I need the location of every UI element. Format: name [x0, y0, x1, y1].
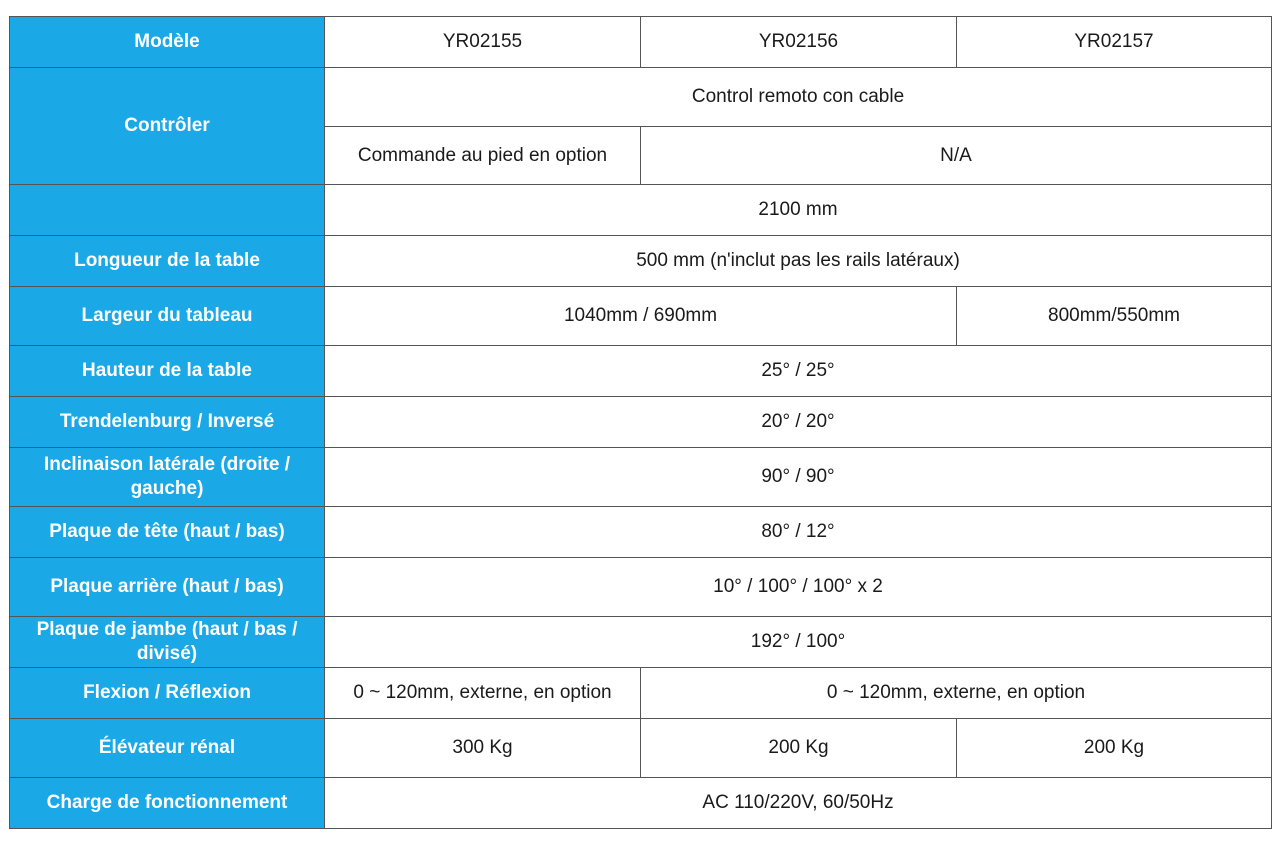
table-row-leg-plate [10, 617, 1272, 668]
table-row-operating-load [10, 778, 1272, 829]
table-row-flexion [10, 668, 1272, 719]
kidney-cell-2: 200 Kg [641, 719, 957, 778]
row-label-back-plate: Plaque arrière (haut / bas) [10, 558, 325, 617]
row-label-table-width: Largeur du tableau [10, 287, 325, 346]
table-row-kidney-elevator [10, 719, 1272, 778]
kidney-cell-3: 200 Kg [957, 719, 1272, 778]
operating-load-cell: AC 110/220V, 60/50Hz [325, 778, 1272, 829]
row-label-flexion: Flexion / Réflexion [10, 668, 325, 719]
row-label-head-plate: Plaque de tête (haut / bas) [10, 507, 325, 558]
table-row-head-plate [10, 507, 1272, 558]
table-row-trendelenburg [10, 397, 1272, 448]
row-label-trendelenburg: Trendelenburg / Inversé [10, 397, 325, 448]
table-row-controller [10, 68, 1272, 127]
table-height-cell: 25° / 25° [325, 346, 1272, 397]
flexion-cell-a: 0 ~ 120mm, externe, en option [325, 668, 641, 719]
leg-plate-cell: 192° / 100° [325, 617, 1272, 668]
kidney-cell-1: 300 Kg [325, 719, 641, 778]
model-cell-2: YR02156 [641, 17, 957, 68]
table-row-table-width [10, 287, 1272, 346]
lateral-tilt-cell: 90° / 90° [325, 448, 1272, 507]
table-length-cell: 500 mm (n'inclut pas les rails latéraux) [325, 236, 1272, 287]
back-plate-cell: 10° / 100° / 100° x 2 [325, 558, 1272, 617]
row-label-kidney-elevator: Élévateur rénal [10, 719, 325, 778]
controller-foot-option-cell: Commande au pied en option [325, 127, 641, 185]
row-label-table-length: Longueur de la table [10, 236, 325, 287]
table-row-table-length [10, 236, 1272, 287]
spec-table-container [9, 16, 1272, 829]
row-label-empty [10, 185, 325, 236]
table-row-length-2100 [10, 185, 1272, 236]
row-label-model: Modèle [10, 17, 325, 68]
length-2100-cell: 2100 mm [325, 185, 1272, 236]
row-label-leg-plate: Plaque de jambe (haut / bas / divisé) [10, 617, 325, 668]
row-label-controller: Contrôler [10, 68, 325, 185]
table-row-back-plate [10, 558, 1272, 617]
spec-table [9, 16, 1272, 829]
trendelenburg-cell: 20° / 20° [325, 397, 1272, 448]
table-width-cell-b: 800mm/550mm [957, 287, 1272, 346]
row-label-lateral-tilt: Inclinaison latérale (droite / gauche) [10, 448, 325, 507]
controller-na-cell: N/A [641, 127, 1272, 185]
controller-line1-cell: Control remoto con cable [325, 68, 1272, 127]
flexion-cell-b: 0 ~ 120mm, externe, en option [641, 668, 1272, 719]
head-plate-cell: 80° / 12° [325, 507, 1272, 558]
table-row-table-height [10, 346, 1272, 397]
row-label-operating-load: Charge de fonctionnement [10, 778, 325, 829]
model-cell-1: YR02155 [325, 17, 641, 68]
table-row-model [10, 17, 1272, 68]
table-row-lateral-tilt [10, 448, 1272, 507]
table-width-cell-a: 1040mm / 690mm [325, 287, 957, 346]
model-cell-3: YR02157 [957, 17, 1272, 68]
row-label-table-height: Hauteur de la table [10, 346, 325, 397]
